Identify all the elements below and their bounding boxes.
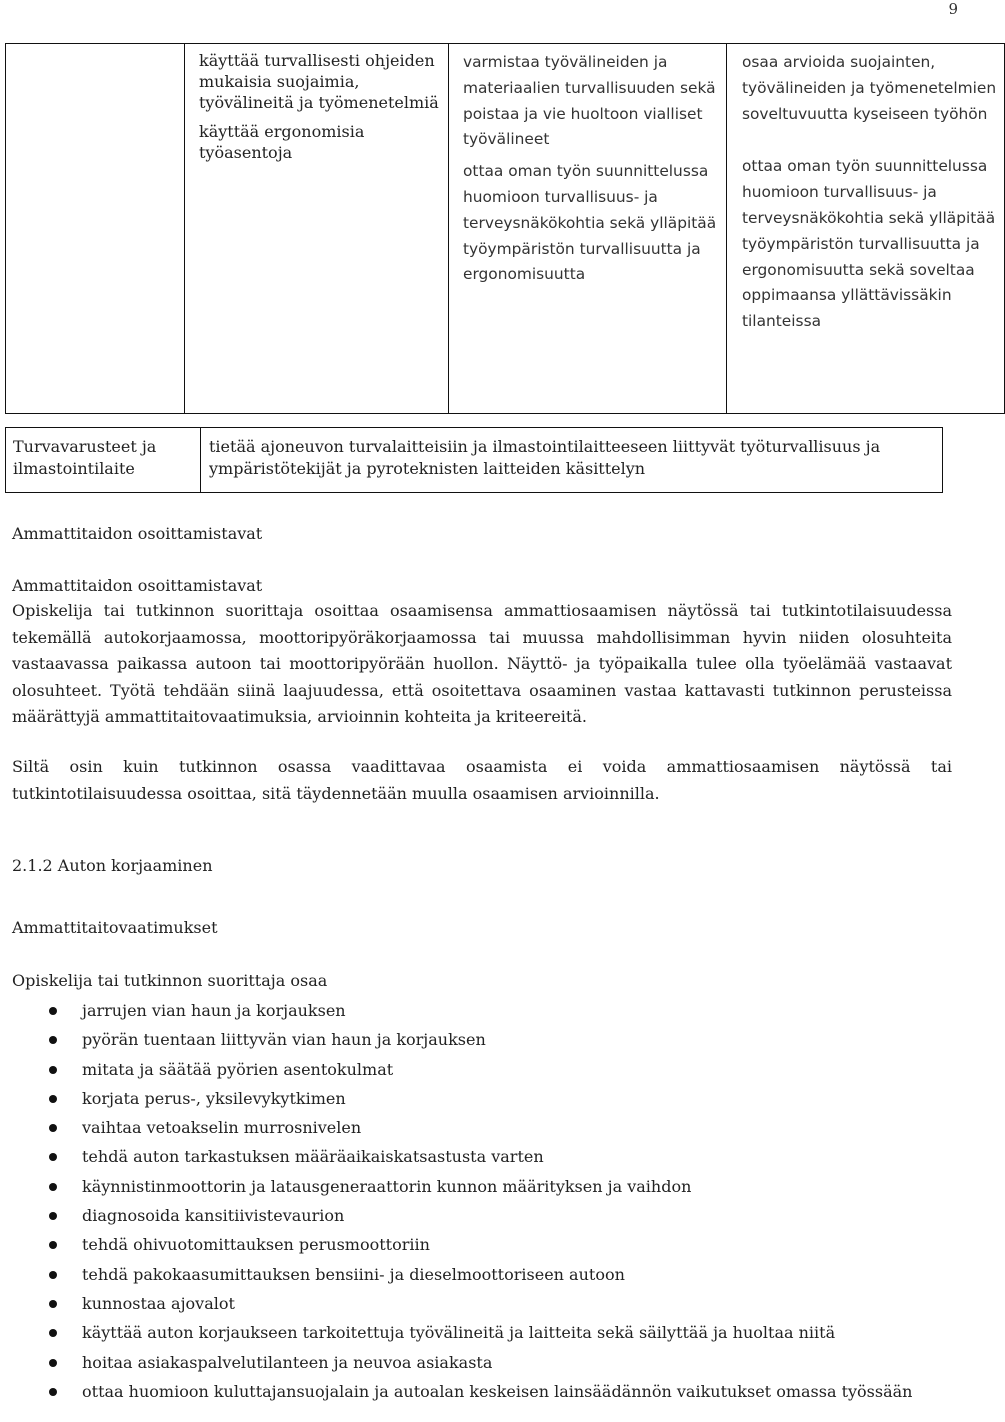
list-item: diagnosoida kansitiivistevaurion — [12, 1203, 952, 1229]
list-item: korjata perus-, yksilevykytkimen — [12, 1086, 952, 1112]
subheading: Ammattitaitovaatimukset — [12, 918, 218, 937]
page-number: 9 — [948, 0, 958, 18]
paragraph: Siltä osin kuin tutkinnon osassa vaadittavaa osaamista ei voida ammattiosaamisen näytössä tai tutkintotilaisuudessa osoittaa, sitä täydennetään muulla osaamisen arvioinnilla. — [12, 757, 952, 803]
list-item: käyttää auton korjaukseen tarkoitettuja työvälineitä ja laitteita sekä säilyttää ja huoltaa niitä — [12, 1320, 952, 1346]
list-item: hoitaa asiakaspalvelutilanteen ja neuvoa asiakasta — [12, 1350, 952, 1376]
list-item: kunnostaa ajovalot — [12, 1291, 952, 1317]
list-item: käynnistinmoottorin ja latausgeneraattorin kunnon määrityksen ja vaihdon — [12, 1174, 952, 1200]
list-item: tehdä ohivuotomittauksen perusmoottoriin — [12, 1232, 952, 1258]
list-item: pyörän tuentaan liittyvän vian haun ja korjauksen — [12, 1027, 952, 1053]
table-cell — [727, 44, 1005, 414]
safety-equipment-table — [5, 427, 943, 493]
cell-text: käyttää ergonomisia työasentoja — [199, 122, 365, 162]
cell-text: osaa arvioida suojainten, työvälineiden ja työmenetelmien soveltuvuutta kyseiseen työhön — [742, 53, 997, 123]
competence-table — [5, 43, 1005, 414]
cell-text: ottaa oman työn suunnittelussa huomioon turvallisuus- ja terveysnäkökohtia sekä ylläpitää työympäristön turvallisuutta ja ergonomisuutta — [463, 162, 717, 284]
table-cell — [185, 44, 449, 414]
section-title: 2.1.2 Auton korjaaminen — [12, 856, 213, 875]
table-row — [6, 44, 1005, 414]
section-heading: Ammattitaidon osoittamistavat — [12, 576, 263, 595]
cell-text: varmistaa työvälineiden ja materiaalien turvallisuuden sekä poistaa ja vie huoltoon vialliset työvälineet — [463, 53, 716, 149]
section-heading: Ammattitaidon osoittamistavat — [12, 524, 263, 543]
row-label: Turvavarusteet ja ilmastointilaite — [6, 428, 201, 493]
table-cell-empty — [6, 44, 185, 414]
list-item: vaihtaa vetoakselin murrosnivelen — [12, 1115, 952, 1141]
row-text: tietää ajoneuvon turvalaitteisiin ja ilmastointilaitteeseen liittyvät työturvallisuus ja ympäristötekijät ja pyroteknisten laitteiden käsittelyn — [201, 428, 943, 493]
cell-text: ottaa oman työn suunnittelussa huomioon turvallisuus- ja terveysnäkökohtia sekä ylläpitää työympäristön turvallisuutta ja ergonomisuutta sekä soveltaa oppimaansa yllättävissäkin tilanteissa — [742, 157, 996, 331]
cell-text: käyttää turvallisesti ohjeiden mukaisia suojaimia, työvälineitä ja työmenetelmiä — [199, 51, 439, 112]
list-item: tehdä pakokaasumittauksen bensiini- ja dieselmoottoriseen autoon — [12, 1262, 952, 1288]
list-item: tehdä auton tarkastuksen määräaikaiskatsastusta varten — [12, 1144, 952, 1170]
table-cell — [449, 44, 727, 414]
requirements-list — [12, 998, 952, 1408]
list-item: mitata ja säätää pyörien asentokulmat — [12, 1057, 952, 1083]
intro-text: Opiskelija tai tutkinnon suorittaja osaa — [12, 971, 328, 990]
paragraph: Opiskelija tai tutkinnon suorittaja osoittaa osaamisensa ammattiosaamisen näytössä tai tutkintotilaisuudessa tekemällä autokorjaamossa, moottoripyöräkorjaamossa tai muussa mahdollisimman hyvin niiden olosuhteita vastaavassa paikassa autoon tai moottoripyörään huollon. Näyttö- ja työpaikalla tulee olla työelämää vastaavat olosuhteet. Työtä tehdään siinä laajuudessa, että osoitettava osaaminen vastaa kattavasti tutkinnon perusteissa määrättyjä ammattitaitovaatimuksia, arvioinnin kohteita ja kriteereitä. — [12, 601, 952, 726]
list-item: ottaa huomioon kuluttajansuojalain ja autoalan keskeisen lainsäädännön vaikutukset omassa työssään — [12, 1379, 952, 1405]
list-item: jarrujen vian haun ja korjauksen — [12, 998, 952, 1024]
table-row — [6, 428, 943, 493]
